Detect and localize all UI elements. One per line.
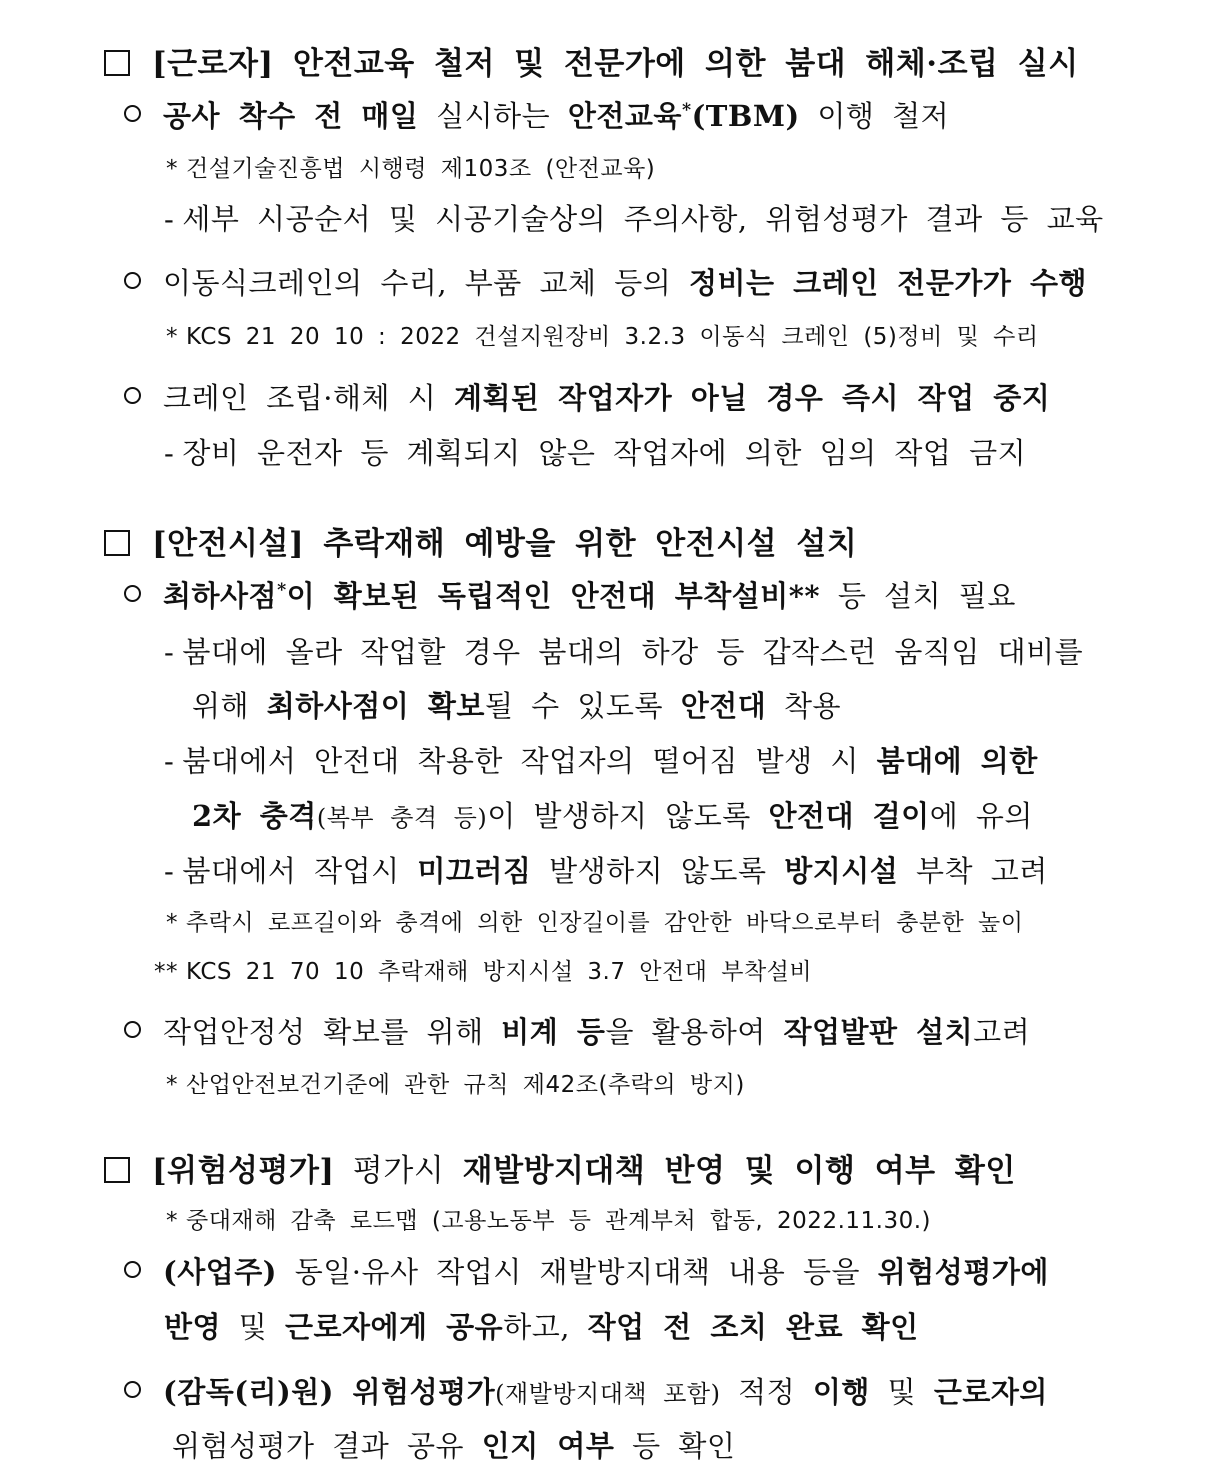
text: 최하사점: [163, 579, 278, 613]
text: 장비 운전자 등 계획되지 않은 작업자에 의한 임의 작업 금지: [182, 436, 1027, 470]
circle-bullet-icon: [124, 1261, 141, 1278]
checkbox-square-icon: [104, 50, 130, 76]
text: (TBM): [691, 99, 800, 133]
section-1-heading: [104, 38, 1079, 83]
circle-bullet-icon: [124, 1381, 141, 1398]
checkbox-square-icon: [104, 530, 130, 556]
checkbox-square-icon: [104, 1157, 130, 1183]
text: 고려: [973, 1015, 1031, 1049]
text: 및: [221, 1310, 285, 1344]
text: 정비는 크레인 전문가가 수행: [689, 266, 1087, 300]
text: 이 발생하지 않도록: [487, 799, 769, 833]
text: 동일·유사 작업시 재발방지대책 내용 등을: [277, 1255, 878, 1289]
heading-text: 평가시: [334, 1153, 463, 1189]
note-text: 중대재해 감축 로드맵 (고용노동부 등 관계부처 합동, 2022.11.30.): [186, 1208, 932, 1234]
s1-dash-1: [164, 197, 1104, 238]
section-2-heading: [104, 518, 857, 563]
text: 비계 등: [501, 1015, 606, 1049]
text: 등 확인: [614, 1429, 736, 1463]
text: 붐대에 의한: [876, 744, 1038, 778]
text: 계획된 작업자가 아닐 경우 즉시 작업 중지: [454, 381, 1051, 415]
text: 을 활용하여: [605, 1015, 784, 1049]
text: (재발방지대책 포함): [495, 1380, 721, 1408]
note-marker: *: [166, 910, 178, 936]
text: 위해: [192, 689, 267, 723]
text: 등 설치 필요: [820, 579, 1016, 613]
dash-marker: -: [164, 744, 175, 778]
text: 적정: [720, 1375, 813, 1409]
note-text: 건설기술진흥법 시행령 제103조 (안전교육): [186, 156, 656, 182]
text: (사업주): [163, 1255, 277, 1289]
circle-bullet-icon: [124, 272, 141, 289]
text: 부착 고려: [898, 854, 1048, 888]
text: 공사 착수 전 매일: [163, 99, 419, 133]
text: 세부 시공순서 및 시공기술상의 주의사항, 위험성평가 결과 등 교육: [182, 202, 1104, 236]
text: 작업 전 조치 완료 확인: [587, 1310, 919, 1344]
dash-marker: -: [164, 202, 175, 236]
circle-bullet-icon: [124, 1021, 141, 1038]
s3-point-2-line-1: [124, 1370, 1048, 1411]
s2-note-2: [154, 953, 812, 986]
heading-text: 재발방지대책 반영 및 이행 여부 확인: [462, 1153, 1016, 1189]
footnote-mark: *: [681, 100, 692, 121]
heading-text: [위험성평가]: [152, 1153, 335, 1189]
text: 위험성평가에: [877, 1255, 1049, 1289]
text: 근로자에게 공유: [284, 1310, 504, 1344]
text: 이동식크레인의 수리, 부품 교체 등의: [163, 266, 690, 300]
s2-dash-3: [164, 849, 1048, 890]
text: 근로자의: [933, 1375, 1048, 1409]
text: 안전대 걸이: [768, 799, 930, 833]
text: (감독(리)원) 위험성평가: [163, 1375, 496, 1409]
text: 크레인 조립·해체 시: [163, 381, 454, 415]
s1-note-2: [166, 318, 1039, 351]
text: 최하사점이 확보: [266, 689, 485, 723]
text: 이행: [812, 1375, 870, 1409]
text: 및: [869, 1375, 934, 1409]
text: 실시하는: [418, 99, 568, 133]
text: 방지시설: [784, 854, 899, 888]
s2-dash-2-line-1: [164, 739, 1038, 780]
circle-bullet-icon: [124, 585, 141, 602]
note-marker: *: [166, 156, 178, 182]
note-marker: *: [166, 1072, 178, 1098]
s2-dash-1-line-1: [164, 630, 1083, 671]
text: 미끄러짐: [417, 854, 532, 888]
note-text: 산업안전보건기준에 관한 규칙 제42조(추락의 방지): [186, 1072, 745, 1098]
text: (복부 충격 등): [316, 804, 488, 832]
section-3-heading: [104, 1145, 1016, 1190]
s1-dash-2: [164, 431, 1026, 472]
text: 에 유의: [929, 799, 1033, 833]
s3-point-1-line-2: [164, 1305, 919, 1346]
text: 2차 충격: [192, 799, 317, 833]
text: 반영: [164, 1310, 222, 1344]
note-text: KCS 21 70 10 추락재해 방지시설 3.7 안전대 부착설비: [186, 959, 813, 985]
s1-point-3: [124, 376, 1050, 417]
text: 붐대에 올라 작업할 경우 붐대의 하강 등 갑작스런 움직임 대비를: [182, 635, 1084, 669]
text: 발생하지 않도록: [531, 854, 785, 888]
text: 이행 철저: [799, 99, 950, 133]
text: 작업발판 설치: [783, 1015, 974, 1049]
note-text: 추락시 로프길이와 충격에 의한 인장길이를 감안한 바닥으로부터 충분한 높이: [186, 910, 1024, 936]
text: 될 수 있도록: [484, 689, 681, 723]
s2-note-1: [166, 904, 1023, 937]
text: 작업안정성 확보를 위해: [163, 1015, 502, 1049]
s2-point-2: [124, 1010, 1030, 1051]
note-text: KCS 21 20 10 : 2022 건설지원장비 3.2.3 이동식 크레인 (5)정비 및 수리: [186, 324, 1039, 350]
note-marker: **: [154, 959, 178, 985]
dash-marker: -: [164, 635, 175, 669]
dash-marker: -: [164, 854, 175, 888]
s1-point-1: [124, 94, 949, 135]
dash-marker: -: [164, 436, 175, 470]
text: 안전대: [680, 689, 767, 723]
text: 착용: [766, 689, 841, 723]
heading-text: [안전시설] 추락재해 예방을 위한 안전시설 설치: [152, 526, 858, 562]
s3-point-2-line-2: [172, 1424, 735, 1465]
s2-note-3: [166, 1066, 745, 1099]
note-marker: *: [166, 324, 178, 350]
text: 이 확보된 독립적인 안전대 부착설비**: [286, 579, 821, 613]
text: 붐대에서 작업시: [182, 854, 418, 888]
text: 안전교육: [567, 99, 682, 133]
s3-point-1-line-1: [124, 1250, 1049, 1291]
footnote-mark: *: [277, 580, 287, 601]
note-marker: *: [166, 1208, 178, 1234]
s3-note-1: [166, 1202, 931, 1235]
s2-point-1: [124, 574, 1016, 615]
text: 붐대에서 안전대 착용한 작업자의 떨어짐 발생 시: [182, 744, 877, 778]
circle-bullet-icon: [124, 387, 141, 404]
text: 인지 여부: [481, 1429, 615, 1463]
text: 위험성평가 결과 공유: [172, 1429, 482, 1463]
text: 하고,: [503, 1310, 588, 1344]
s2-dash-1-line-2: [192, 684, 841, 725]
s1-note-1: [166, 150, 655, 183]
s1-point-2: [124, 261, 1087, 302]
heading-text: [근로자] 안전교육 철저 및 전문가에 의한 붐대 해체·조립 실시: [152, 46, 1079, 82]
s2-dash-2-line-2: [192, 794, 1033, 835]
circle-bullet-icon: [124, 105, 141, 122]
